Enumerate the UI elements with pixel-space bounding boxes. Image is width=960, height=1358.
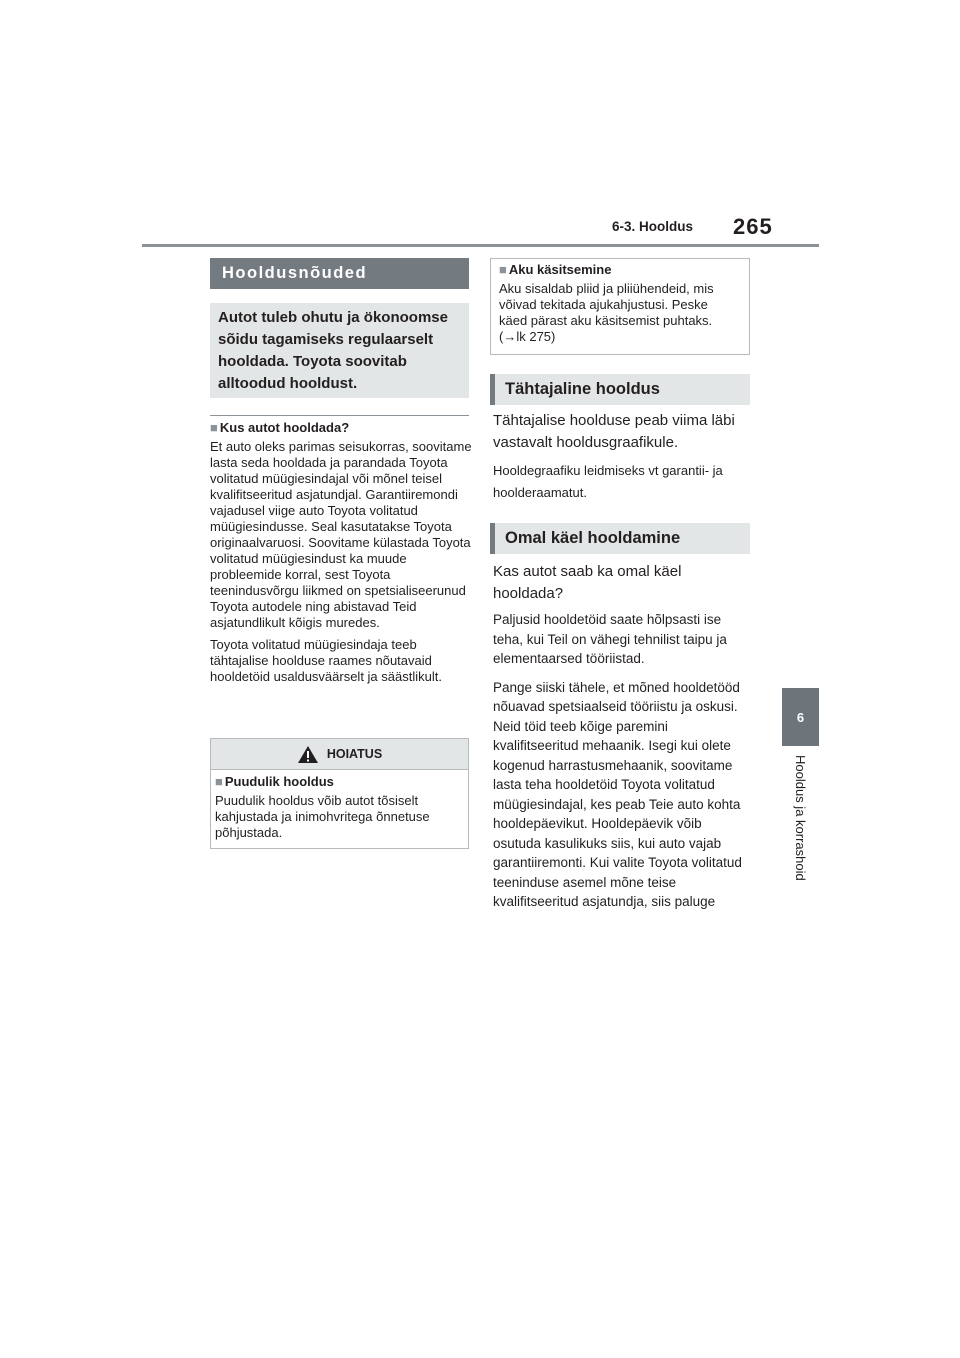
warning-label: HOIATUS (326, 747, 383, 761)
chapter-number: 6 (796, 709, 805, 725)
square-bullet-icon: ■ (215, 774, 223, 789)
warning-body (211, 770, 468, 841)
chapter-title: Hooldus ja korrashoid (793, 755, 808, 881)
diy-maintenance-paragraph-1: Paljusid hooldetöid saate hõlpsasti ise teha, kui Teil on vähegi tehnilist taipu ja elementaarsed tööriistad. (493, 612, 727, 666)
battery-handling-box (490, 258, 750, 355)
warning-title: ■ Puudulik hooldus (215, 774, 334, 789)
intro-box: Autot tuleb ohutu ja ökonoomse sõidu tagamiseks regulaarselt hooldada. Toyota soovitab alltoodud hooldust. (210, 303, 469, 398)
chapter-side-label (782, 755, 819, 915)
where-to-service-paragraph-1: Et auto oleks parimas seisukorras, soovitame lasta seda hooldada ja parandada Toyota volitatud müügiesindajal või mõnel teisel kvalifitseeritud asjatundjal. Garantiiremondi vajadusel viige auto Toyota volitatud müügiesindusse. Seal kasutatakse Toyota originaalvaruosi. Soovitame külastada Toyota volitatud müügiesindust ka muude probleemide korral, sest Toyota teenindusvõrgu liikmed on spetsialiseerunud Toyota autodele ning abistavad Teid asjatundlikult kõigis muredes. (210, 439, 472, 630)
diy-maintenance-paragraph-2: Pange siiski tähele, et mõned hooldetööd nõuavad spetsiaalseid tööriistu ja oskusi. Neid töid teeb kõige paremini kvalifitseeritud mehaanik. Isegi kui olete kogenud harrastusmehaanik, soovitame lasta teha hooldetöid Toyota volitatud müügiesindajal, kes peab Teie auto kohta hooldepäevikut. Hooldepäevik võib osutuda kasulikuks siis, kui auto vajab garantiiremonti. Kui valite Toyota volitatud teeninduse asemel mõne teise kvalifitseeritud asjatundja, siis paluge (493, 679, 742, 909)
chapter-tab (782, 688, 819, 746)
battery-handling-title: ■ Aku käsitsemine (499, 262, 612, 277)
header-rule (142, 244, 819, 247)
where-to-service-title: ■ Kus autot hooldada? (210, 420, 350, 435)
where-to-service-section (210, 420, 472, 685)
warning-text: Puudulik hooldus võib autot tõsiselt kahjustada ja inimohvritega õnnetuse põhjustada. (215, 793, 430, 840)
section-title: 6-3. Hooldus (612, 219, 694, 234)
scheduled-maintenance-section (493, 410, 753, 504)
arrow-right-icon: → (503, 329, 517, 344)
scheduled-maintenance-lead: Tähtajalise hoolduse peab viima läbi vastavalt hooldusgraafikule. (493, 412, 735, 451)
warning-header (211, 739, 468, 770)
page-reference[interactable]: lk 275 (516, 329, 552, 344)
square-bullet-icon: ■ (210, 420, 218, 435)
main-heading: Hooldusnõuded (210, 258, 469, 289)
diy-maintenance-lead: Kas autot saab ka omal käel hooldada? (493, 563, 682, 602)
scheduled-maintenance-text: Hooldegraafiku leidmiseks vt garantii- ja hoolderaamatut. (493, 463, 723, 500)
battery-handling-text: Aku sisaldab pliid ja pliiühendeid, mis võivad tekitada ajukahjustusi. Peske käed pärast aku käsitsemist puhtaks. (→lk 275) (499, 281, 714, 344)
diy-maintenance-section (493, 561, 751, 912)
warning-triangle-icon (297, 745, 319, 764)
section-divider (210, 415, 469, 416)
square-bullet-icon: ■ (499, 262, 507, 277)
diy-maintenance-heading: Omal käel hooldamine (490, 523, 750, 554)
warning-box (210, 738, 469, 849)
scheduled-maintenance-heading: Tähtajaline hooldus (490, 374, 750, 405)
where-to-service-paragraph-2: Toyota volitatud müügiesindaja teeb tähtajalise hoolduse raames nõutavaid hooldetöid usaldusväärselt ja säästlikult. (210, 637, 442, 684)
page-number: 265 (733, 214, 773, 239)
